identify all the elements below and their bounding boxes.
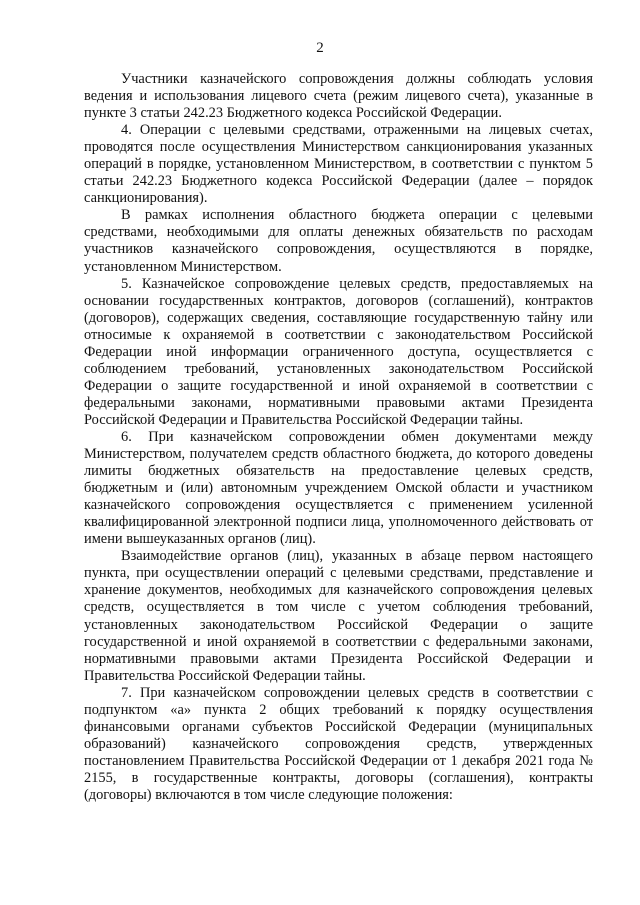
paragraph-4-operations: 4. Операции с целевыми средствами, отраженными на лицевых счетах, проводятся после осуществления Министерством санкционирования указанных операций в порядке, установленном Министерством, в соответствии с пунктом 5 статьи 242.23 Бюджетного кодекса Российской Федерации (далее – порядок санкционирования). <box>84 122 593 207</box>
paragraph-budget-execution: В рамках исполнения областного бюджета операции с целевыми средствами, необходимыми для оплаты денежных обязательств по расходам участников казначейского сопровождения, осуществляются в порядке, установленном Министерством. <box>84 207 593 275</box>
paragraph-account-conditions: Участники казначейского сопровождения должны соблюдать условия ведения и использования лицевого счета (режим лицевого счета), указанные в пункте 3 статьи 242.23 Бюджетного кодекса Российской Федерации. <box>84 71 593 122</box>
page-number: 2 <box>316 40 324 56</box>
document-body <box>84 71 593 804</box>
paragraph-6-document-exchange: 6. При казначейском сопровождении обмен документами между Министерством, получателем средств областного бюджета, до которого доведены лимиты бюджетных обязательств на предоставление целевых средств, бюджетным и (или) автономным учреждением Омской области и участником казначейского сопровождения осуществляется с применением усиленной квалифицированной электронной подписи лица, уполномоченного действовать от имени вышеуказанных органов (лиц). <box>84 428 593 548</box>
paragraph-interaction: Взаимодействие органов (лиц), указанных в абзаце первом настоящего пункта, при осуществлении операций с целевыми средствами, представление и хранение документов, необходимых для казначейского сопровождения целевых средств, осуществляется в том числе с учетом соблюдения требований, установленных законодательством Российской Федерации о защите государственной и иной охраняемой в соответствии с федеральными законами, нормативными правовыми актами Президента Российской Федерации и Правительства Российской Федерации тайны. <box>84 548 593 684</box>
paragraph-7-contract-provisions: 7. При казначейском сопровождении целевых средств в соответствии с подпунктом «а» пункта 2 общих требований к порядку осуществления финансовыми органами субъектов Российской Федерации (муниципальных образований) казначейского сопровождения средств, утвержденных постановлением Правительства Российской Федерации от 1 декабря 2021 года № 2155, в государственные контракты, договоры (соглашения), контракты (договоры) включаются в том числе следующие положения: <box>84 684 593 803</box>
paragraph-5-secret-info: 5. Казначейское сопровождение целевых средств, предоставляемых на основании государственных контрактов, договоров (соглашений), контрактов (договоров), содержащих сведения, составляющие государственную тайну или относимые к охраняемой в соответствии с законодательством Российской Федерации иной информации ограниченного доступа, осуществляется с соблюдением требований, установленных законодательством Российской Федерации о защите государственной и иной охраняемой в соответствии с федеральными законами, нормативными правовыми актами Президента Российской Федерации и Правительства Российской Федерации тайны. <box>84 275 593 428</box>
